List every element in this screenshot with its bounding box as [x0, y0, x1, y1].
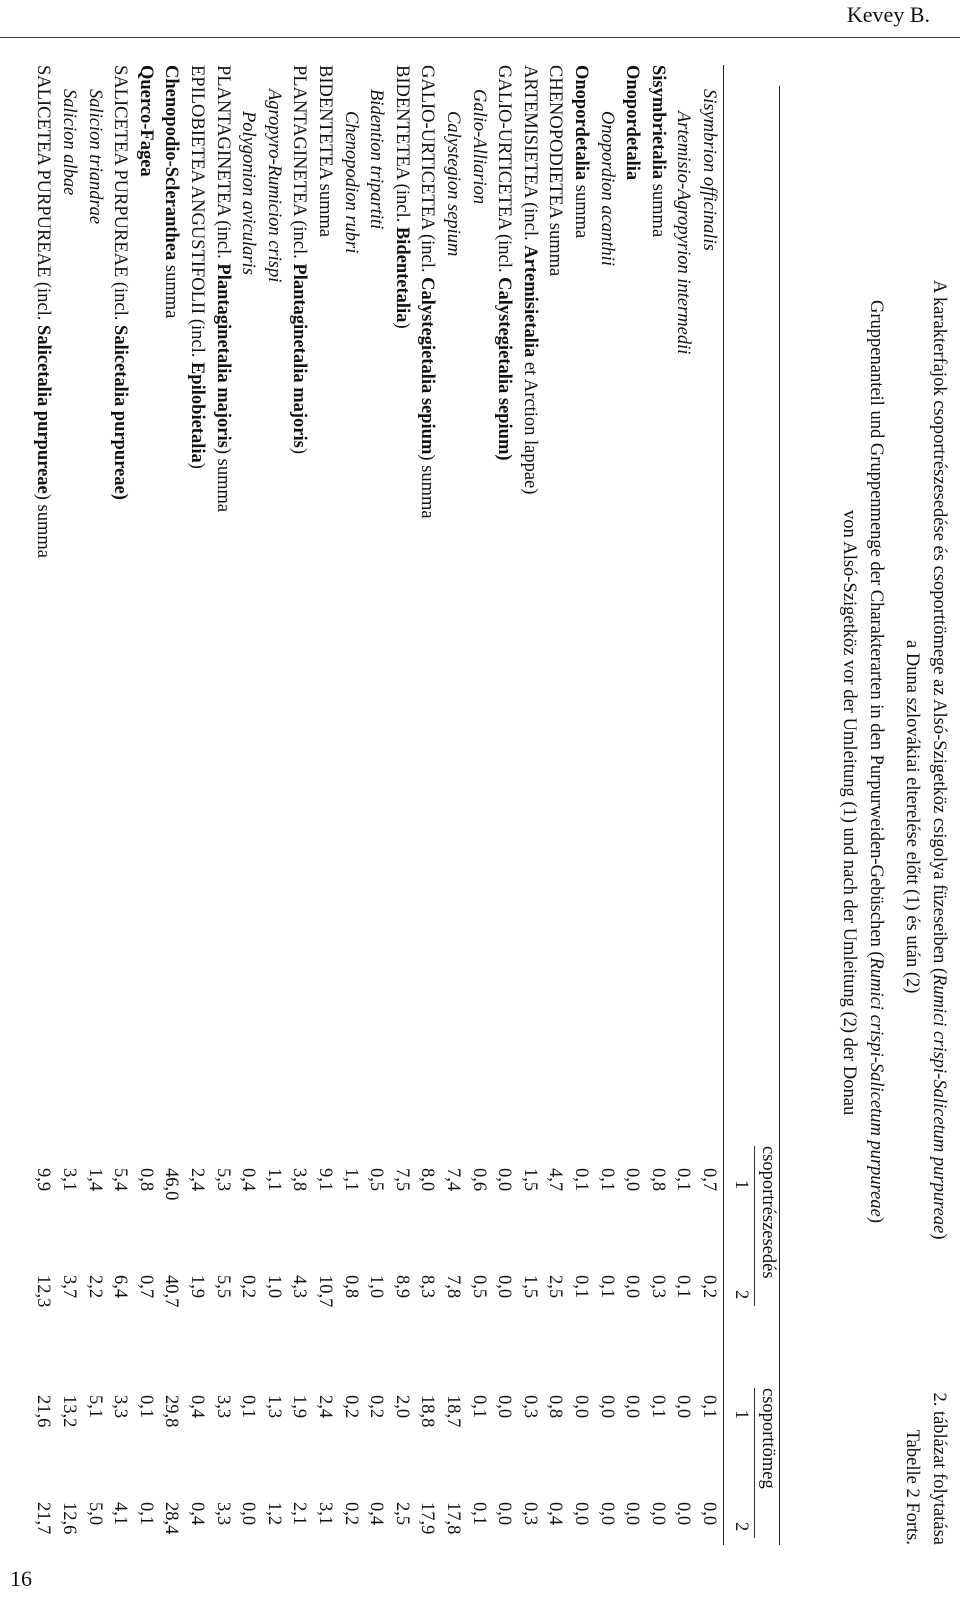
cell-value: 1,0	[263, 1275, 284, 1299]
row-label	[440, 111, 465, 256]
table-row	[619, 65, 645, 1545]
table-label-hu: 2. táblázat folytatása	[929, 1392, 949, 1545]
cell-value: 0,6	[468, 1168, 489, 1192]
row-label-part: PLANTAGINETEA (incl.	[212, 65, 233, 264]
cell-value: 0,4	[187, 1395, 207, 1419]
cell-value: 3,3	[212, 1395, 233, 1419]
row-label-part: Salicion albae	[59, 89, 79, 196]
cell-value: 3,1	[59, 1168, 79, 1192]
caption-hu-end: )	[929, 1233, 949, 1240]
cell-value: 1,3	[263, 1395, 284, 1419]
row-label-part: Querco-Fagea	[135, 65, 156, 177]
cell-value: 0,0	[647, 1502, 668, 1526]
row-label-part: ) summa	[33, 493, 54, 558]
cell-value: 40,7	[161, 1275, 182, 1308]
row-label	[414, 65, 439, 519]
row-label-part: Onopordion acanthii	[596, 111, 617, 267]
table-row	[56, 65, 82, 1545]
cell-value: 4,1	[110, 1502, 131, 1526]
table-row	[568, 65, 594, 1545]
cell-value: 0,5	[366, 1168, 387, 1192]
row-label	[107, 65, 132, 500]
cell-value: 1,1	[263, 1168, 284, 1192]
cell-value: 0,1	[238, 1395, 259, 1419]
row-label-part: Chenopodion rubri	[340, 111, 361, 254]
cell-value: 29,8	[161, 1395, 182, 1428]
row-label-part: Calystegietalia sepium	[417, 277, 438, 455]
cell-value: 5,0	[84, 1502, 105, 1526]
table-row	[107, 65, 133, 1545]
cell-value: 3,3	[110, 1395, 131, 1419]
cell-value: 0,2	[699, 1275, 719, 1299]
table-label-de: Tabelle 2 Forts.	[902, 1429, 922, 1545]
row-label	[184, 65, 209, 469]
row-label-part: Salicetalia purpureae	[33, 325, 54, 494]
cell-value: 1,0	[366, 1275, 387, 1299]
cell-value: 0,0	[571, 1395, 591, 1419]
caption-hu-italic: Rumici crispi-Salicetum purpureae	[929, 974, 949, 1234]
cell-value: 1,5	[519, 1168, 540, 1192]
cell-value: 2,0	[391, 1395, 412, 1419]
cell-value: 5,3	[212, 1168, 233, 1192]
row-label	[133, 65, 158, 177]
row-label-part: Salicetalia purpureae)	[110, 325, 131, 500]
caption-hu-line1	[925, 280, 952, 1239]
cell-value: 12,3	[33, 1275, 54, 1308]
row-label-part: Artemisietalia	[519, 245, 540, 358]
cell-value: 0,7	[699, 1168, 719, 1192]
cell-value: 0,4	[545, 1502, 566, 1526]
row-label-part: Calystegion sepium	[443, 111, 463, 257]
table-header-rule	[723, 65, 724, 1545]
table-top-rule	[779, 86, 780, 1545]
table-row	[209, 65, 235, 1545]
cell-value: 0,2	[340, 1502, 361, 1526]
table-row	[593, 65, 619, 1545]
table-row	[388, 65, 414, 1545]
row-label-part: CHENOPODIETEA summa	[545, 65, 566, 277]
header-rule	[0, 37, 960, 38]
cell-value: 0,2	[340, 1395, 361, 1419]
caption-hu-text: A karakterfajok csoportrészesedése és csoporttömege az Alsó-Szigetköz csigolya füzeseiben (	[929, 280, 949, 975]
row-label	[338, 111, 363, 253]
row-label-part: Chenopodio-Scleranthea	[161, 65, 182, 261]
running-header-author: Kevey B.	[846, 2, 930, 27]
row-label-part: summa	[161, 260, 182, 319]
cell-value: 13,2	[59, 1395, 79, 1428]
caption-hu-line2: a Duna szlovákiai elterelése előtt (1) és után (2)	[902, 640, 922, 994]
table-row	[414, 65, 440, 1545]
cell-value: 0,0	[596, 1502, 617, 1526]
row-label	[312, 65, 337, 237]
cell-value: 2,5	[545, 1275, 566, 1299]
cell-value: 0,1	[468, 1395, 489, 1419]
col-group-mass: csoporttömeg	[758, 1388, 778, 1489]
cell-value: 1,2	[263, 1502, 284, 1526]
row-label	[286, 65, 311, 454]
cell-value: 0,1	[135, 1395, 156, 1419]
row-label-part: GALIO-URTICETEA (incl.	[417, 65, 438, 278]
cell-value: 0,1	[699, 1395, 719, 1419]
cell-value: 1,4	[84, 1168, 105, 1192]
caption-de-end: )	[866, 1216, 886, 1224]
rotated-table-block	[33, 65, 949, 1545]
row-label-part: Epilobietalia	[187, 362, 207, 463]
table-row	[440, 65, 466, 1545]
cell-value: 28,4	[161, 1502, 182, 1535]
cell-value: 21,7	[33, 1502, 54, 1535]
row-label-part: ) summa	[417, 454, 438, 519]
cell-value: 3,8	[289, 1168, 310, 1192]
row-label	[670, 111, 695, 354]
cell-value: 3,3	[212, 1502, 233, 1526]
table-row	[363, 65, 389, 1545]
cell-value: 10,7	[315, 1275, 335, 1308]
row-label-part: Salicion triandrae	[84, 89, 105, 225]
row-label-part: BIDENTETEA summa	[315, 65, 335, 238]
col-group-mass-underline	[754, 1388, 755, 1538]
table-row	[516, 65, 542, 1545]
caption-de-line2: von Alsó-Szigetköz vor der Umleitung (1) und nach der Umleitung (2) der Donau	[839, 510, 859, 1116]
row-label-part: PLANTAGINETEA (incl.	[289, 65, 310, 264]
cell-value: 6,4	[110, 1275, 131, 1299]
row-label-part: Sisymbrietalia	[647, 65, 668, 180]
col-num-1: 1	[731, 1180, 751, 1190]
row-label	[158, 65, 183, 318]
cell-value: 0,3	[519, 1502, 540, 1526]
row-label-part: )	[289, 447, 310, 455]
cell-value: 0,0	[494, 1502, 515, 1526]
table-row	[337, 65, 363, 1545]
cell-value: 0,1	[135, 1502, 156, 1526]
cell-value: 0,0	[622, 1275, 643, 1299]
cell-value: 9,1	[315, 1168, 335, 1192]
cell-value: 0,5	[468, 1275, 489, 1299]
table-row	[81, 65, 107, 1545]
col-group-share: csoportrészesedés	[758, 1146, 778, 1279]
cell-value: 9,9	[33, 1168, 54, 1192]
cell-value: 0,2	[366, 1395, 387, 1419]
row-label	[568, 65, 593, 238]
cell-value: 0,0	[673, 1395, 694, 1419]
cell-value: 0,1	[596, 1275, 617, 1299]
caption-de-text: Gruppenanteil und Gruppenmenge der Charakterarten in den Purpurweiden-Gebüschen (	[866, 300, 886, 958]
row-label	[389, 65, 414, 329]
cell-value: 0,0	[571, 1502, 591, 1526]
table-row	[286, 65, 312, 1545]
row-label	[363, 89, 388, 229]
cell-value: 12,6	[59, 1502, 79, 1535]
row-label-part: Artemisio-Agropyrion intermedii	[673, 111, 694, 355]
cell-value: 4,7	[545, 1168, 566, 1192]
cell-value: 0,1	[571, 1168, 591, 1192]
cell-value: 0,0	[596, 1395, 617, 1419]
row-label	[82, 89, 107, 224]
row-label-part: Onopordetalia	[622, 65, 643, 181]
row-label-part: Agropyro-Rumicion crispi	[263, 89, 284, 283]
cell-value: 0,3	[519, 1395, 540, 1419]
cell-value: 0,0	[699, 1502, 719, 1526]
row-label-part: et Arction lappae)	[519, 357, 540, 495]
cell-value: 5,1	[84, 1395, 105, 1419]
row-label-part: )	[187, 462, 207, 469]
table-row	[260, 65, 286, 1545]
cell-value: 0,0	[622, 1168, 643, 1192]
cell-value: 3,7	[59, 1275, 79, 1299]
cell-value: 8,3	[417, 1275, 438, 1299]
col-num-3: 1	[731, 1410, 751, 1420]
row-label-part: Plantaginetalia majoris	[289, 263, 310, 448]
table-row	[312, 65, 338, 1545]
table-row	[670, 65, 696, 1545]
row-label	[30, 65, 55, 558]
cell-value: 4,3	[289, 1275, 310, 1299]
cell-value: 0,1	[673, 1168, 694, 1192]
cell-value: 46,0	[161, 1168, 182, 1201]
table-row	[30, 65, 56, 1545]
cell-value: 0,4	[366, 1502, 387, 1526]
row-label	[696, 89, 721, 251]
row-label-part: SALICETEA PURPUREAE (incl.	[33, 65, 54, 326]
cell-value: 0,4	[187, 1502, 207, 1526]
table-row	[491, 65, 517, 1545]
row-label-part: Plantaginetalia majoris	[212, 263, 233, 448]
cell-value: 0,7	[135, 1275, 156, 1299]
cell-value: 3,1	[315, 1502, 335, 1526]
cell-value: 0,8	[647, 1168, 668, 1192]
row-label	[517, 65, 542, 494]
table-row	[644, 65, 670, 1545]
cell-value: 0,0	[622, 1502, 643, 1526]
cell-value: 0,1	[596, 1168, 617, 1192]
table-row	[465, 65, 491, 1545]
cell-value: 1,5	[519, 1275, 540, 1299]
caption-de-line1	[862, 300, 889, 1223]
cell-value: 1,1	[340, 1168, 361, 1192]
cell-value: 0,1	[571, 1275, 591, 1299]
cell-value: 2,4	[187, 1168, 207, 1192]
cell-value: 0,1	[673, 1275, 694, 1299]
cell-value: 0,4	[238, 1168, 259, 1192]
row-label-part: Calystegietalia sepium)	[494, 277, 515, 461]
row-label	[645, 65, 670, 237]
col-group-share-underline	[754, 1146, 755, 1306]
cell-value: 0,8	[545, 1395, 566, 1419]
cell-value: 21,6	[33, 1395, 54, 1428]
row-label	[466, 89, 491, 204]
row-label-part: )	[391, 322, 412, 329]
table-row	[696, 65, 722, 1545]
col-num-4: 2	[731, 1522, 751, 1532]
row-label-part: SALICETEA PURPUREAE (incl.	[110, 65, 131, 326]
cell-value: 2,5	[391, 1502, 412, 1526]
row-label-part: Sisymbrion officinalis	[699, 89, 719, 251]
cell-value: 2,4	[315, 1395, 335, 1419]
cell-value: 18,7	[443, 1395, 463, 1428]
row-label-part: Galio-Alliarion	[468, 89, 489, 205]
caption-de-italic: Rumici crispi-Salicetum purpureae	[866, 957, 886, 1217]
row-label-part: Bidentetalia	[391, 226, 412, 323]
cell-value: 0,8	[135, 1168, 156, 1192]
cell-value: 7,4	[443, 1168, 463, 1192]
row-label-part: summa	[647, 179, 668, 238]
cell-value: 0,0	[622, 1395, 643, 1419]
cell-value: 8,0	[417, 1168, 438, 1192]
table-row	[184, 65, 210, 1545]
cell-value: 8,9	[391, 1275, 412, 1299]
cell-value: 0,0	[673, 1502, 694, 1526]
cell-value: 0,2	[238, 1275, 259, 1299]
row-label	[542, 65, 567, 276]
cell-value: 0,0	[494, 1395, 515, 1419]
cell-value: 2,2	[84, 1275, 105, 1299]
page-number: 16	[10, 1566, 32, 1591]
cell-value: 0,0	[494, 1168, 515, 1192]
cell-value: 7,8	[443, 1275, 463, 1299]
cell-value: 5,5	[212, 1275, 233, 1299]
table-row	[542, 65, 568, 1545]
cell-value: 0,8	[340, 1275, 361, 1299]
cell-value: 17,8	[443, 1502, 463, 1535]
row-label-part: ARTEMISIETEA (incl.	[519, 65, 540, 246]
cell-value: 7,5	[391, 1168, 412, 1192]
cell-value: 0,0	[238, 1502, 259, 1526]
cell-value: 1,9	[187, 1275, 207, 1299]
row-label-part: Onopordetalia	[571, 65, 591, 181]
row-label	[594, 111, 619, 266]
row-label	[491, 65, 516, 461]
cell-value: 18,8	[417, 1395, 438, 1428]
row-label	[235, 111, 260, 275]
col-num-2: 2	[731, 1290, 751, 1300]
cell-value: 0,1	[647, 1395, 668, 1419]
row-label-part: Polygonion avicularis	[238, 111, 259, 275]
cell-value: 2,1	[289, 1502, 310, 1526]
table-row	[235, 65, 261, 1545]
row-label-part: summa	[571, 180, 591, 239]
row-label	[261, 89, 286, 282]
table-row	[132, 65, 158, 1545]
cell-value: 5,4	[110, 1168, 131, 1192]
row-label-part: GALIO-URTICETEA (incl.	[494, 65, 515, 278]
cell-value: 17,9	[417, 1502, 438, 1535]
table-row	[158, 65, 184, 1545]
cell-value: 0,3	[647, 1275, 668, 1299]
cell-value: 1,9	[289, 1395, 310, 1419]
row-label	[56, 89, 81, 195]
row-label	[619, 65, 644, 180]
row-label-part: Bidention tripartiti	[366, 89, 387, 230]
row-label-part: ) summa	[212, 447, 233, 513]
row-label-part: EPILOBIETEA ANGUSTIFOLII (incl.	[187, 65, 207, 362]
row-label	[210, 65, 235, 512]
cell-value: 0,0	[494, 1275, 515, 1299]
row-label-part: BIDENTETEA (incl.	[391, 65, 412, 227]
cell-value: 0,1	[468, 1502, 489, 1526]
